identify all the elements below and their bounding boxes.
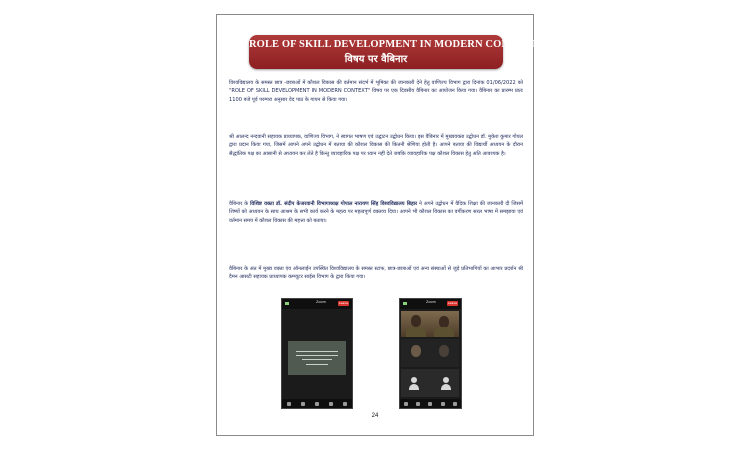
leave-button: Leave (448, 301, 457, 305)
slide-text-line (296, 355, 338, 356)
shared-slide-image (288, 341, 346, 375)
participant-body (434, 327, 454, 337)
document-page (216, 14, 539, 436)
webinar-screenshot-participants (399, 298, 462, 409)
participant-avatar-tile (401, 369, 459, 397)
paragraph-special-speaker (229, 200, 523, 242)
user-avatar-icon (441, 377, 451, 391)
share-icon (428, 402, 432, 406)
leave-button: Leave (339, 301, 348, 305)
paragraph-intro: विश्वविद्यालय के समस्त छात्र -छात्राओं में कौशल विकास की वर्तमान संदर्भ में भूमिका की जानकारी देने हेतु वाणिज्य विभाग द्वारा दिनांक 01/06/2022 को "ROLE OF SKILL DEVELOPMENT IN MODERN CONTEXT" विषय पर एक दिवसीय वैबिनार का आयोजन किया गया। वैबिनार का प्रारम्भ प्रातः 1100 बजे पूर्व परम्परा अनुसार वेद पाठ के गायन से किया गया। (229, 80, 523, 103)
camera-icon (416, 402, 420, 406)
zoom-toolbar (400, 399, 461, 408)
banner-title-hindi: विषय पर वैबिनार (344, 54, 408, 65)
participants-icon (329, 402, 333, 406)
page-number: 24 (371, 413, 379, 419)
p3-lead: वैबिनार के (229, 201, 251, 207)
banner-title-english: ROLE OF SKILL DEVELOPMENT IN MODERN CONTEXT (249, 39, 539, 50)
signal-icon (285, 302, 289, 305)
mic-icon (287, 402, 291, 406)
participant-face (439, 345, 449, 357)
slide-text-line (296, 351, 338, 352)
title-banner (249, 35, 539, 69)
zoom-topbar (400, 299, 461, 309)
webinar-screenshot-slide (281, 298, 353, 409)
camera-icon (301, 402, 305, 406)
participant-body (406, 327, 426, 337)
paragraph-welcome: श्री आलन्द नन्दवानी सहायक प्राध्यापक, वाणिज्य विभाग, ने स्वागत भाषण एवं उद्घाटन उद्बोधन किया। इस वैबिनार में मुख्यवक्ता उद्बोधन डॉ. मुकेश कुमार गोयल द्वारा प्रदान किया गया, जिसमें आपने अपने उद्बोधन में बताया की कौशल विकास की कितनी श्रेणिया होती है। आपने बताया की विद्यार्थी अध्ययन के दौरान सैद्धांतिक पक्ष का आसानी से अध्ययन कर लेते है किन्तु व्यावहारिक पक्ष पर ध्यान नहीं देते जबकि व्यावहारिक पक्ष कौशल विकास हेतु अति आवश्यक है। (229, 134, 523, 157)
participant-video-tile (401, 339, 459, 367)
share-icon (315, 402, 319, 406)
participant-face (411, 345, 421, 357)
more-icon (343, 402, 347, 406)
p3-speaker-name: विशिष्ट वक्ता डॉ. संदीप केजरवानी विभागाध्यक्ष गोपाल नारायण सिंह विश्वविद्यालय बिहार (250, 201, 418, 207)
zoom-app-label: Zoom (316, 300, 327, 304)
zoom-app-label: Zoom (426, 300, 437, 304)
zoom-topbar (282, 299, 352, 309)
p3-rest: ने अपने उद्बोधन में वैदिक शिक्षा की जानकारी दी जिसमें शिष्यों को अध्ययन के साथ आश्रम के सभी कार्य करने के महत्व पर महत्वपूर्ण वक्तव्य दिया। आपने भी कौशल विकास का वर्गीकरण सरल भाषा में समझाया एवं वर्तमान समय में कौशल विकास की महत्ता को बताया। (229, 201, 523, 224)
slide-text-line (302, 359, 332, 360)
zoom-toolbar (282, 399, 352, 408)
participant-video-tile (401, 311, 459, 337)
more-icon (453, 402, 457, 406)
paragraph-vote-of-thanks: वैबिनार के अंत में मुख्य वक्ता एंव ऑनलाईन उपस्थित विश्वविद्यालय के समस्त स्टाफ, छात्र-छात्राओं एवं अन्य संस्थाओं से जुड़े प्रतिभागियों का आभार प्रदर्शन श्री दैमन आसटी सहायक प्राध्यापक कम्प्यूटर साईस विभाग के द्वारा किया गया। (229, 266, 523, 281)
participant-face (411, 315, 421, 327)
mic-icon (404, 402, 408, 406)
participants-icon (441, 402, 445, 406)
user-avatar-icon (409, 377, 419, 391)
signal-icon (403, 302, 407, 305)
slide-text-line (306, 364, 328, 365)
